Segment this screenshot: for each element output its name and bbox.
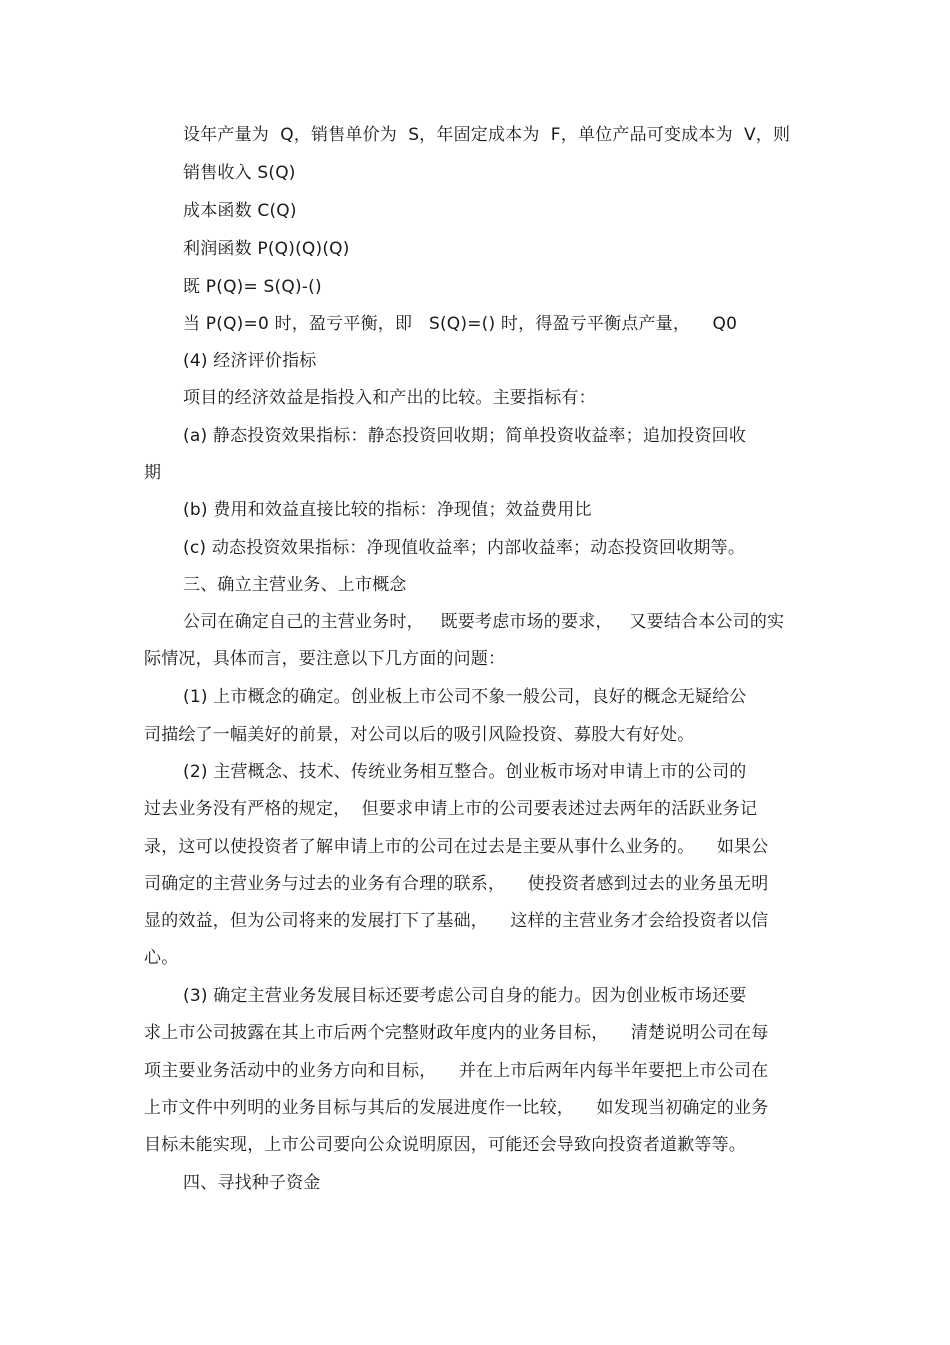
- section-heading: (4) 经济评价指标: [183, 351, 317, 371]
- text-line: 当 P(Q)=0 时，盈亏平衡，即 S(Q)=() 时，得盈亏平衡点产量， Q0: [183, 314, 738, 334]
- section-heading: 三、确立主营业务、上市概念: [183, 575, 407, 595]
- text-line: 项主要业务活动中的业务方向和目标， 并在上市后两年内每半年要把上市公司在: [144, 1061, 769, 1081]
- text-line: (c) 动态投资效果指标：净现值收益率；内部收益率；动态投资回收期等。: [183, 538, 746, 558]
- text-line: 目标未能实现，上市公司要向公众说明原因，可能还会导致向投资者道歉等等。: [144, 1135, 746, 1155]
- text-line: 项目的经济效益是指投入和产出的比较。主要指标有：: [183, 388, 596, 408]
- text-line: 利润函数 P(Q)(Q)(Q): [183, 239, 350, 259]
- text-line: 司确定的主营业务与过去的业务有合理的联系， 使投资者感到过去的业务虽无明: [144, 874, 769, 894]
- text-line: 过去业务没有严格的规定， 但要求申请上市的公司要表述过去两年的活跃业务记: [144, 799, 758, 819]
- text-line: (2) 主营概念、技术、传统业务相互整合。创业板市场对申请上市的公司的: [183, 762, 747, 782]
- text-line: (b) 费用和效益直接比较的指标：净现值；效益费用比: [183, 500, 592, 520]
- text-line: 期: [144, 463, 162, 483]
- text-line: (3) 确定主营业务发展目标还要考虑公司自身的能力。因为创业板市场还要: [183, 986, 747, 1006]
- text-line: 显的效益，但为公司将来的发展打下了基础， 这样的主营业务才会给投资者以信: [144, 911, 769, 931]
- text-line: 司描绘了一幅美好的前景，对公司以后的吸引风险投资、募股大有好处。: [144, 725, 695, 745]
- text-line: (a) 静态投资效果指标：静态投资回收期；简单投资收益率；追加投资回收: [183, 426, 747, 446]
- text-line: 设年产量为 Q，销售单价为 S，年固定成本为 F，单位产品可变成本为 V，则: [183, 125, 791, 145]
- text-line: 求上市公司披露在其上市后两个完整财政年度内的业务目标， 清楚说明公司在每: [144, 1023, 769, 1043]
- section-heading: 四、寻找种子资金: [183, 1173, 321, 1193]
- text-line: 成本函数 C(Q): [183, 201, 297, 221]
- text-line: 上市文件中列明的业务目标与其后的发展进度作一比较， 如发现当初确定的业务: [144, 1098, 769, 1118]
- text-line: 际情况，具体而言，要注意以下几方面的问题：: [144, 649, 506, 669]
- text-line: 既 P(Q)= S(Q)-(): [183, 277, 322, 297]
- text-line: 销售收入 S(Q): [183, 163, 296, 183]
- text-line: 录，这可以使投资者了解申请上市的公司在过去是主要从事什么业务的。 如果公: [144, 837, 769, 857]
- text-line: 公司在确定自己的主营业务时， 既要考虑市场的要求， 又要结合本公司的实: [183, 612, 785, 632]
- text-line: 心。: [144, 948, 179, 968]
- text-line: (1) 上市概念的确定。创业板上市公司不象一般公司，良好的概念无疑给公: [183, 687, 747, 707]
